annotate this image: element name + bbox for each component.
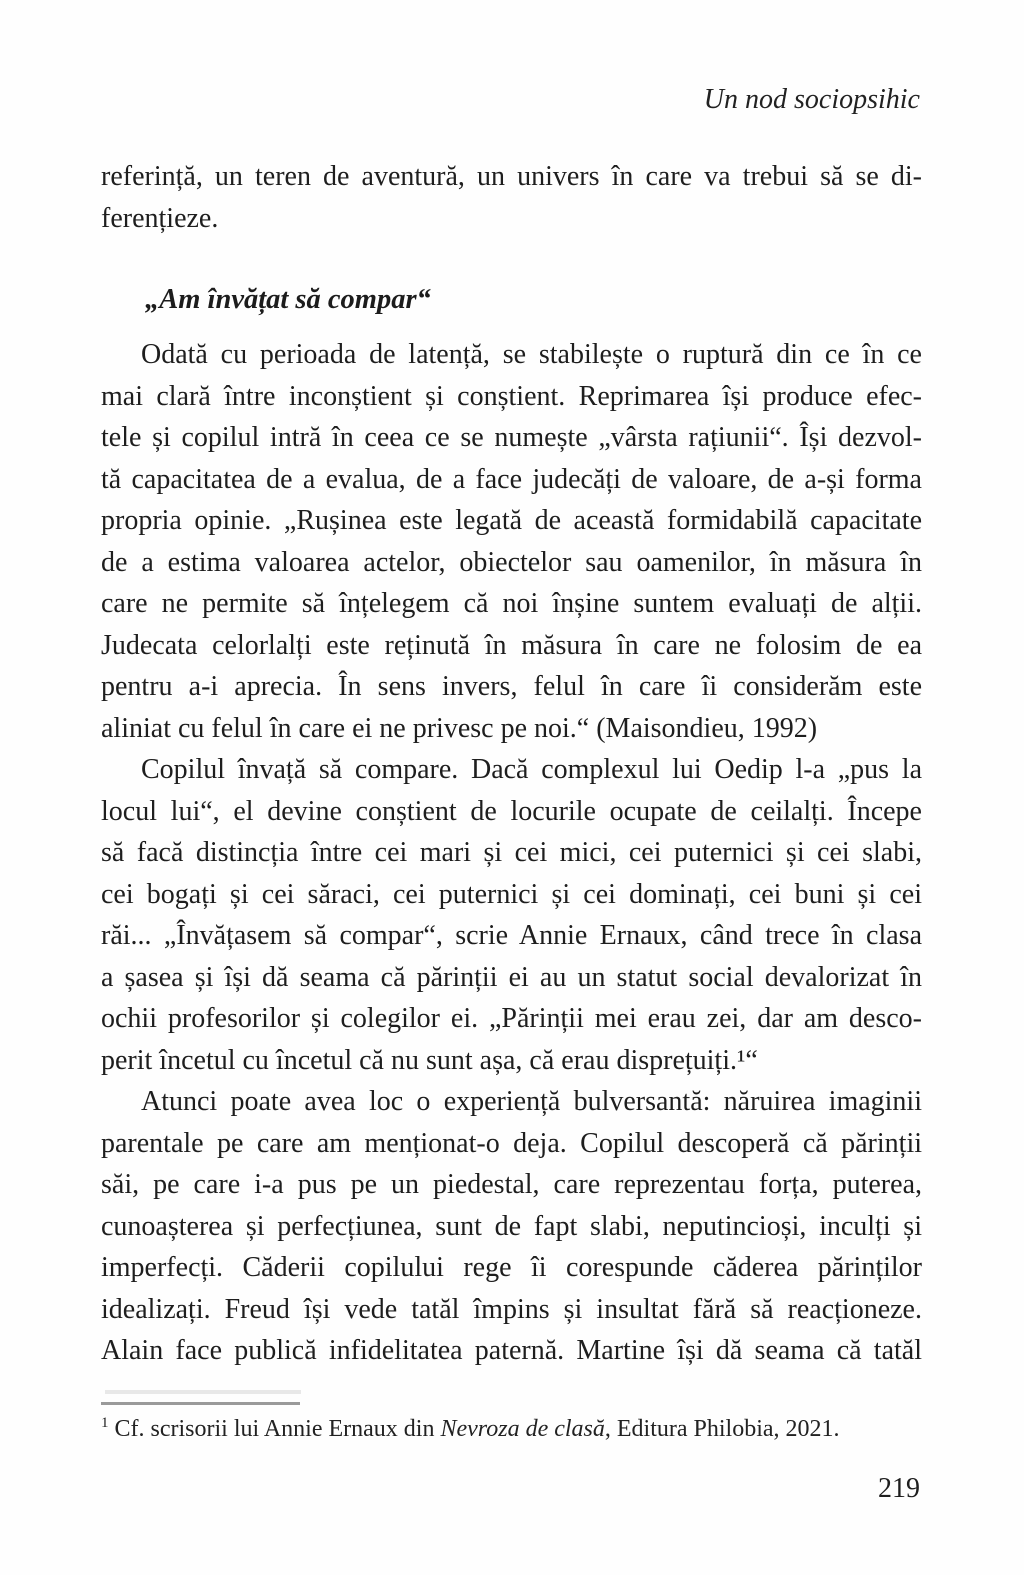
- page-number: 219: [878, 1473, 920, 1504]
- text-line: perit încetul cu încetul că nu sunt așa, că erau disprețuiți.¹“: [101, 1044, 758, 1076]
- text-line: parentale pe care am menționat-o deja. Copilul descoperă că părinții: [101, 1127, 922, 1159]
- text-line: pentru a-i aprecia. În sens invers, felul în care îi considerăm este: [101, 671, 922, 702]
- paragraph-compare: [101, 749, 922, 1081]
- paragraph-experience: [101, 1081, 922, 1372]
- text-line: Atunci poate avea loc o experiență bulversantă: năruirea imaginii: [141, 1086, 922, 1117]
- text-line: să facă distincția între cei mari și cei mici, cei puternici și cei slabi,: [101, 837, 922, 868]
- paragraph-latency: [101, 334, 922, 749]
- text-line: mai clară între inconștient și conștient. Reprimarea își produce efec-: [101, 380, 922, 412]
- text-line: săi, pe care i-a pus pe un piedestal, care reprezentau forța, puterea,: [101, 1169, 922, 1200]
- paragraph-continued: [101, 156, 922, 239]
- text-line: tă capacitatea de a evalua, de a face judecăți de valoare, de a-și forma: [101, 463, 922, 495]
- text-line: tele și copilul intră în ceea ce se numește „vârsta rațiunii“. Își dezvol-: [101, 422, 922, 453]
- text-line: imperfecți. Căderii copilului rege îi corespunde căderea părinților: [101, 1252, 922, 1283]
- text-line: propria opinie. „Rușinea este legată de această formidabilă capacitate: [101, 505, 922, 536]
- text-line: Alain face publică infidelitatea paternă. Martine își dă seama că tatăl: [101, 1335, 922, 1366]
- section-heading: „Am învățat să compar“: [145, 284, 431, 315]
- footnote: [101, 1414, 924, 1444]
- footnote-text-after: , Editura Philobia, 2021.: [604, 1416, 840, 1442]
- footnote-divider: [101, 1402, 300, 1405]
- text-line: aliniat cu felul în care ei ne privesc pe noi.“ (Maisondieu, 1992): [101, 712, 818, 744]
- text-line: Odată cu perioada de latență, se stabilește o ruptură din ce în ce: [141, 339, 922, 370]
- footnote-rule-echo: [105, 1390, 301, 1394]
- body-text-column: [101, 156, 922, 1372]
- text-line: ochii profesorilor și colegilor ei. „Părinții mei erau zei, dar am desco-: [101, 1003, 922, 1034]
- running-header: Un nod sociopsihic: [703, 84, 920, 115]
- text-line: ferențieze.: [101, 202, 219, 234]
- footnote-marker: 1: [101, 1415, 109, 1431]
- text-line: a șasea și își dă seama că părinții ei au un statut social devalorizat în: [101, 961, 922, 993]
- footnote-text-before: Cf. scrisorii lui Annie Ernaux din: [114, 1416, 441, 1442]
- text-line: răi... „Învățasem să compar“, scrie Annie Ernaux, când trece în clasa: [101, 920, 922, 951]
- text-line: locul lui“, el devine conștient de locurile ocupate de ceilalți. Începe: [101, 795, 922, 827]
- footnote-book-title: Nevroza de clasă: [440, 1416, 605, 1442]
- text-line: de a estima valoarea actelor, obiectelor sau oamenilor, în măsura în: [101, 546, 922, 578]
- text-line: cunoașterea și perfecțiunea, sunt de fapt slabi, neputincioși, inculți și: [101, 1210, 922, 1242]
- text-line: Copilul învață să compare. Dacă complexul lui Oedip l-a „pus la: [141, 754, 922, 785]
- text-line: referință, un teren de aventură, un univers în care va trebui să se di-: [101, 161, 922, 192]
- text-line: care ne permite să înțelegem că noi înșine suntem evaluați de alții.: [101, 588, 922, 619]
- text-line: cei bogați și cei săraci, cei puternici și cei dominați, cei buni și cei: [101, 878, 922, 910]
- text-line: Judecata celorlalți este reținută în măsura în care ne folosim de ea: [101, 629, 922, 661]
- text-line: idealizați. Freud își vede tatăl împins și insultat fără să reacționeze.: [101, 1293, 922, 1325]
